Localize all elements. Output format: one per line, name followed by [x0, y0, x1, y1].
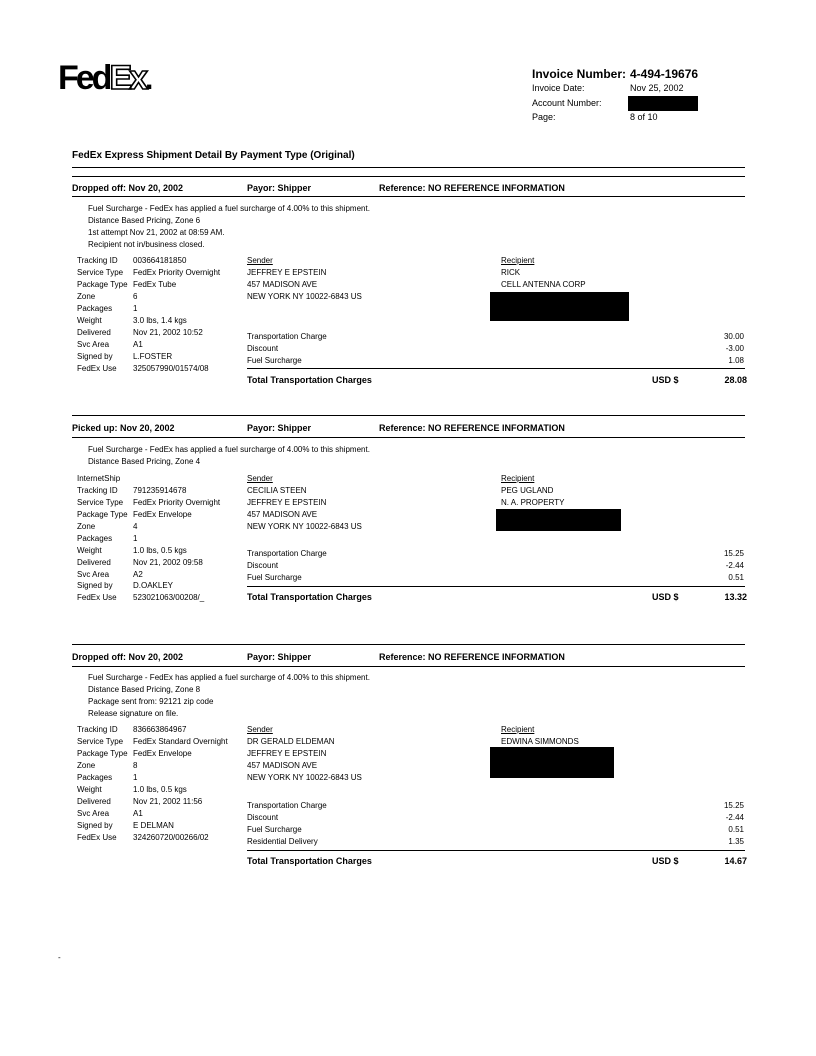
recipient-address-redaction	[490, 292, 629, 321]
tracking-id-value: 791235914678	[133, 486, 187, 495]
svc-area-value: A1	[133, 340, 143, 349]
charges-total-rule	[247, 850, 745, 851]
invoice-date-value: Nov 25, 2002	[630, 83, 684, 93]
fedex-use-value: 324260720/00266/02	[133, 833, 209, 842]
invoice-number-value: 4-494-19676	[630, 67, 699, 81]
charge-amount: 1.35	[728, 837, 744, 846]
delivered-label: Delivered	[77, 558, 111, 567]
service-type-value: FedEx Priority Overnight	[133, 498, 221, 507]
service-type-label: Service Type	[77, 498, 124, 507]
shipment-1-note: Recipient not in/business closed.	[88, 240, 205, 249]
packages-value: 1	[133, 304, 138, 313]
shipment-1-dropoff: Dropped off: Nov 20, 2002	[72, 183, 184, 193]
recipient-label: Recipient	[501, 725, 535, 734]
charge-amount: -2.44	[725, 561, 744, 570]
fedex-use-value: 325057990/01574/08	[133, 364, 209, 373]
package-type-value: FedEx Envelope	[133, 510, 192, 519]
weight-label: Weight	[77, 546, 102, 555]
charge-label: Discount	[247, 344, 279, 353]
charge-label: Transportation Charge	[247, 549, 327, 558]
charges-total-rule	[247, 368, 745, 369]
tracking-id-value: 003664181850	[133, 256, 187, 265]
logo-fed-text: Fed	[58, 59, 110, 97]
sender-line: NEW YORK NY 10022-6843 US	[247, 292, 362, 301]
fedex-use-value: 523021063/00208/_	[133, 593, 205, 602]
package-type-label: Package Type	[77, 280, 128, 289]
packages-value: 1	[133, 773, 138, 782]
page-value: 8 of 10	[630, 112, 658, 122]
shipment-3-dropoff: Dropped off: Nov 20, 2002	[72, 652, 184, 662]
svc-area-value: A1	[133, 809, 143, 818]
shipment-1-reference: Reference: NO REFERENCE INFORMATION	[379, 183, 565, 193]
fedex-logo	[58, 58, 153, 100]
tracking-id-label: Tracking ID	[77, 256, 118, 265]
zone-label: Zone	[77, 522, 96, 531]
zone-value: 8	[133, 761, 138, 770]
charge-label: Fuel Surcharge	[247, 356, 302, 365]
recipient-label: Recipient	[501, 256, 535, 265]
sender-line: NEW YORK NY 10022-6843 US	[247, 522, 362, 531]
sender-line: JEFFREY E EPSTEIN	[247, 498, 327, 507]
shipment-3-reference: Reference: NO REFERENCE INFORMATION	[379, 652, 565, 662]
shipment-2-top-rule	[72, 415, 745, 416]
charges-total-rule	[247, 586, 745, 587]
total-amount: 28.08	[724, 375, 747, 385]
sender-line: DR GERALD ELDEMAN	[247, 737, 335, 746]
delivered-value: Nov 21, 2002 11:56	[133, 797, 203, 806]
shipment-1-top-rule	[72, 176, 745, 177]
logo-dot: .	[145, 63, 154, 96]
charge-amount: 1.08	[728, 356, 744, 365]
sender-label: Sender	[247, 725, 273, 734]
zone-label: Zone	[77, 292, 96, 301]
shipment-1-payor: Payor: Shipper	[247, 183, 312, 193]
charge-label: Fuel Surcharge	[247, 825, 302, 834]
total-currency: USD $	[652, 856, 679, 866]
charge-amount: -3.00	[725, 344, 744, 353]
weight-label: Weight	[77, 785, 102, 794]
weight-value: 3.0 lbs, 1.4 kgs	[133, 316, 187, 325]
charge-label: Fuel Surcharge	[247, 573, 302, 582]
charge-label: Discount	[247, 561, 279, 570]
signed-by-value: E DELMAN	[133, 821, 174, 830]
recipient-address-redaction	[490, 747, 614, 778]
charge-amount: 15.25	[723, 801, 744, 810]
shipment-3-note: Package sent from: 92121 zip code	[88, 697, 214, 706]
recipient-address-redaction	[496, 509, 621, 531]
svc-area-value: A2	[133, 570, 143, 579]
svc-area-label: Svc Area	[77, 340, 110, 349]
shipment-1-header-rule	[72, 196, 745, 197]
tracking-id-label: Tracking ID	[77, 486, 118, 495]
weight-value: 1.0 lbs, 0.5 kgs	[133, 546, 187, 555]
page-title: FedEx Express Shipment Detail By Payment Type (Original)	[72, 150, 355, 161]
recipient-line: CELL ANTENNA CORP	[501, 280, 586, 289]
fedex-use-label: FedEx Use	[77, 833, 117, 842]
charge-amount: -2.44	[725, 813, 744, 822]
package-type-label: Package Type	[77, 749, 128, 758]
recipient-line: EDWINA SIMMONDS	[501, 737, 579, 746]
shipment-1-note: Distance Based Pricing, Zone 6	[88, 216, 201, 225]
total-amount: 14.67	[724, 856, 747, 866]
shipment-2-note: Fuel Surcharge - FedEx has applied a fuel surcharge of 4.00% to this shipment.	[88, 445, 370, 454]
recipient-line: RICK	[501, 268, 521, 277]
delivered-label: Delivered	[77, 797, 111, 806]
footer-mark: -	[58, 953, 61, 962]
sender-line: NEW YORK NY 10022-6843 US	[247, 773, 362, 782]
packages-label: Packages	[77, 773, 113, 782]
svc-area-label: Svc Area	[77, 809, 110, 818]
sender-line: 457 MADISON AVE	[247, 510, 318, 519]
shipment-3-payor: Payor: Shipper	[247, 652, 312, 662]
total-currency: USD $	[652, 375, 679, 385]
charge-amount: 0.51	[728, 825, 744, 834]
sender-line: 457 MADISON AVE	[247, 280, 318, 289]
charge-amount: 15.25	[723, 549, 744, 558]
svc-area-label: Svc Area	[77, 570, 110, 579]
page-label: Page:	[532, 112, 556, 122]
shipment-2-pickup: Picked up: Nov 20, 2002	[72, 423, 175, 433]
zone-value: 4	[133, 522, 138, 531]
sender-line: 457 MADISON AVE	[247, 761, 318, 770]
signed-by-label: Signed by	[77, 581, 113, 590]
total-label: Total Transportation Charges	[247, 856, 372, 866]
total-amount: 13.32	[724, 592, 747, 602]
signed-by-value: L.FOSTER	[133, 352, 173, 361]
sender-label: Sender	[247, 474, 273, 483]
charge-label: Residential Delivery	[247, 837, 318, 846]
title-divider	[72, 167, 745, 168]
shipment-2-payor: Payor: Shipper	[247, 423, 312, 433]
package-type-value: FedEx Tube	[133, 280, 177, 289]
delivered-value: Nov 21, 2002 09:58	[133, 558, 203, 567]
shipment-3-note: Release signature on file.	[88, 709, 179, 718]
charge-amount: 30.00	[723, 332, 744, 341]
shipment-2-note: Distance Based Pricing, Zone 4	[88, 457, 201, 466]
total-currency: USD $	[652, 592, 679, 602]
package-type-value: FedEx Envelope	[133, 749, 192, 758]
signed-by-label: Signed by	[77, 352, 113, 361]
shipment-3-header-rule	[72, 666, 745, 667]
recipient-line: N. A. PROPERTY	[501, 498, 565, 507]
service-type-label: Service Type	[77, 737, 124, 746]
sender-label: Sender	[247, 256, 273, 265]
service-type-value: FedEx Standard Overnight	[133, 737, 228, 746]
account-number-label: Account Number:	[532, 98, 602, 108]
fedex-use-label: FedEx Use	[77, 593, 117, 602]
weight-label: Weight	[77, 316, 102, 325]
delivered-label: Delivered	[77, 328, 111, 337]
shipment-3-note: Fuel Surcharge - FedEx has applied a fuel surcharge of 4.00% to this shipment.	[88, 673, 370, 682]
signed-by-label: Signed by	[77, 821, 113, 830]
sender-line: JEFFREY E EPSTEIN	[247, 268, 327, 277]
sender-line: CECILIA STEEN	[247, 486, 307, 495]
packages-label: Packages	[77, 534, 113, 543]
shipment-3-top-rule	[72, 644, 745, 645]
logo-ex-text: Ex	[109, 59, 146, 97]
charge-label: Discount	[247, 813, 279, 822]
shipment-1-note: 1st attempt Nov 21, 2002 at 08:59 AM.	[88, 228, 225, 237]
total-label: Total Transportation Charges	[247, 592, 372, 602]
sender-line: JEFFREY E EPSTEIN	[247, 749, 327, 758]
zone-label: Zone	[77, 761, 96, 770]
recipient-line: PEG UGLAND	[501, 486, 554, 495]
charge-label: Transportation Charge	[247, 332, 327, 341]
weight-value: 1.0 lbs, 0.5 kgs	[133, 785, 187, 794]
account-number-redaction	[628, 96, 698, 111]
invoice-date-label: Invoice Date:	[532, 83, 585, 93]
packages-value: 1	[133, 534, 138, 543]
total-label: Total Transportation Charges	[247, 375, 372, 385]
charge-amount: 0.51	[728, 573, 744, 582]
charge-label: Transportation Charge	[247, 801, 327, 810]
internetship-label: InternetShip	[77, 474, 121, 483]
shipment-1-note: Fuel Surcharge - FedEx has applied a fuel surcharge of 4.00% to this shipment.	[88, 204, 370, 213]
recipient-label: Recipient	[501, 474, 535, 483]
shipment-2-header-rule	[72, 437, 745, 438]
shipment-2-reference: Reference: NO REFERENCE INFORMATION	[379, 423, 565, 433]
delivered-value: Nov 21, 2002 10:52	[133, 328, 203, 337]
tracking-id-label: Tracking ID	[77, 725, 118, 734]
invoice-number-label: Invoice Number:	[532, 67, 627, 81]
shipment-3-note: Distance Based Pricing, Zone 8	[88, 685, 201, 694]
tracking-id-value: 836663864967	[133, 725, 187, 734]
zone-value: 6	[133, 292, 138, 301]
service-type-label: Service Type	[77, 268, 124, 277]
package-type-label: Package Type	[77, 510, 128, 519]
service-type-value: FedEx Priority Overnight	[133, 268, 221, 277]
signed-by-value: D.OAKLEY	[133, 581, 174, 590]
packages-label: Packages	[77, 304, 113, 313]
fedex-use-label: FedEx Use	[77, 364, 117, 373]
